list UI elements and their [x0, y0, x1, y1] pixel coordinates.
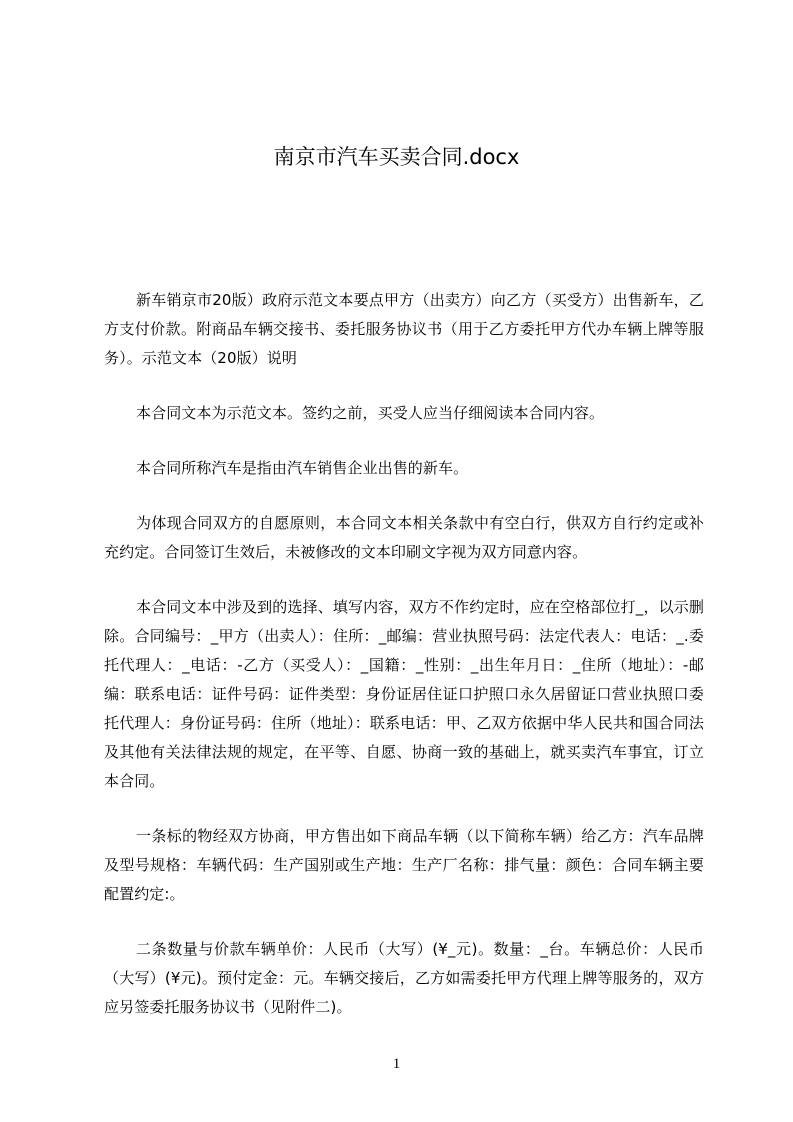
paragraph-intro: 新车销京市20版）政府示范文本要点甲方（出卖方）向乙方（买受方）出售新车，乙方支付价款。附商品车辆交接书、委托服务协议书（用于乙方委托甲方代办车辆上牌等服务）。示范文本（20版）说明 — [104, 291, 704, 367]
document-body — [104, 286, 704, 1048]
paragraph-parties: 本合同文本中涉及到的选择、填写内容，双方不作约定时，应在空格部位打_，以示删除。合同编号：_甲方（出卖人）：住所：_邮编：营业执照号码：法定代表人：电话：_.委托代理人：_电话：-乙方（买受人）：_国籍：_性别：_出生年月日：_住所（地址）：-邮编：联系电话：证件号码：证件类型：身份证居住证口护照口永久居留证口营业执照口委托代理人：身份证号码：住所（地址）：联系电话：甲、乙双方依据中华人民共和国合同法及其他有关法律法规的规定，在平等、自愿、协商一致的基础上，就买卖汽车事宜，订立本合同。 — [104, 598, 704, 790]
paragraph-definition: 本合同所称汽车是指由汽车销售企业出售的新车。 — [136, 459, 469, 477]
document-title: 南京市汽车买卖合同.docx — [273, 145, 520, 169]
paragraph-voluntary-principle: 为体现合同双方的自愿原则，本合同文本相关条款中有空白行，供双方自行约定或补充约定。合同签订生效后，未被修改的文本印刷文字视为双方同意内容。 — [104, 514, 704, 561]
paragraph-article-1: 一条标的物经双方协商，甲方售出如下商品车辆（以下简称车辆）给乙方：汽车品牌及型号规格：车辆代码：生产国别或生产地：生产厂名称：排气量：颜色：合同车辆主要配置约定:。 — [104, 827, 704, 903]
page-number: 1 — [392, 1056, 401, 1072]
paragraph-template-notice: 本合同文本为示范文本。签约之前，买受人应当仔细阅读本合同内容。 — [136, 404, 605, 422]
paragraph-article-2: 二条数量与价款车辆单价：人民币（大写）(¥_元)。数量：_台。车辆总价：人民币（大写）(¥元)。预付定金：元。车辆交接后，乙方如需委托甲方代理上牌等服务的，双方应另签委托服务协议书（见附件二)。 — [104, 940, 704, 1016]
